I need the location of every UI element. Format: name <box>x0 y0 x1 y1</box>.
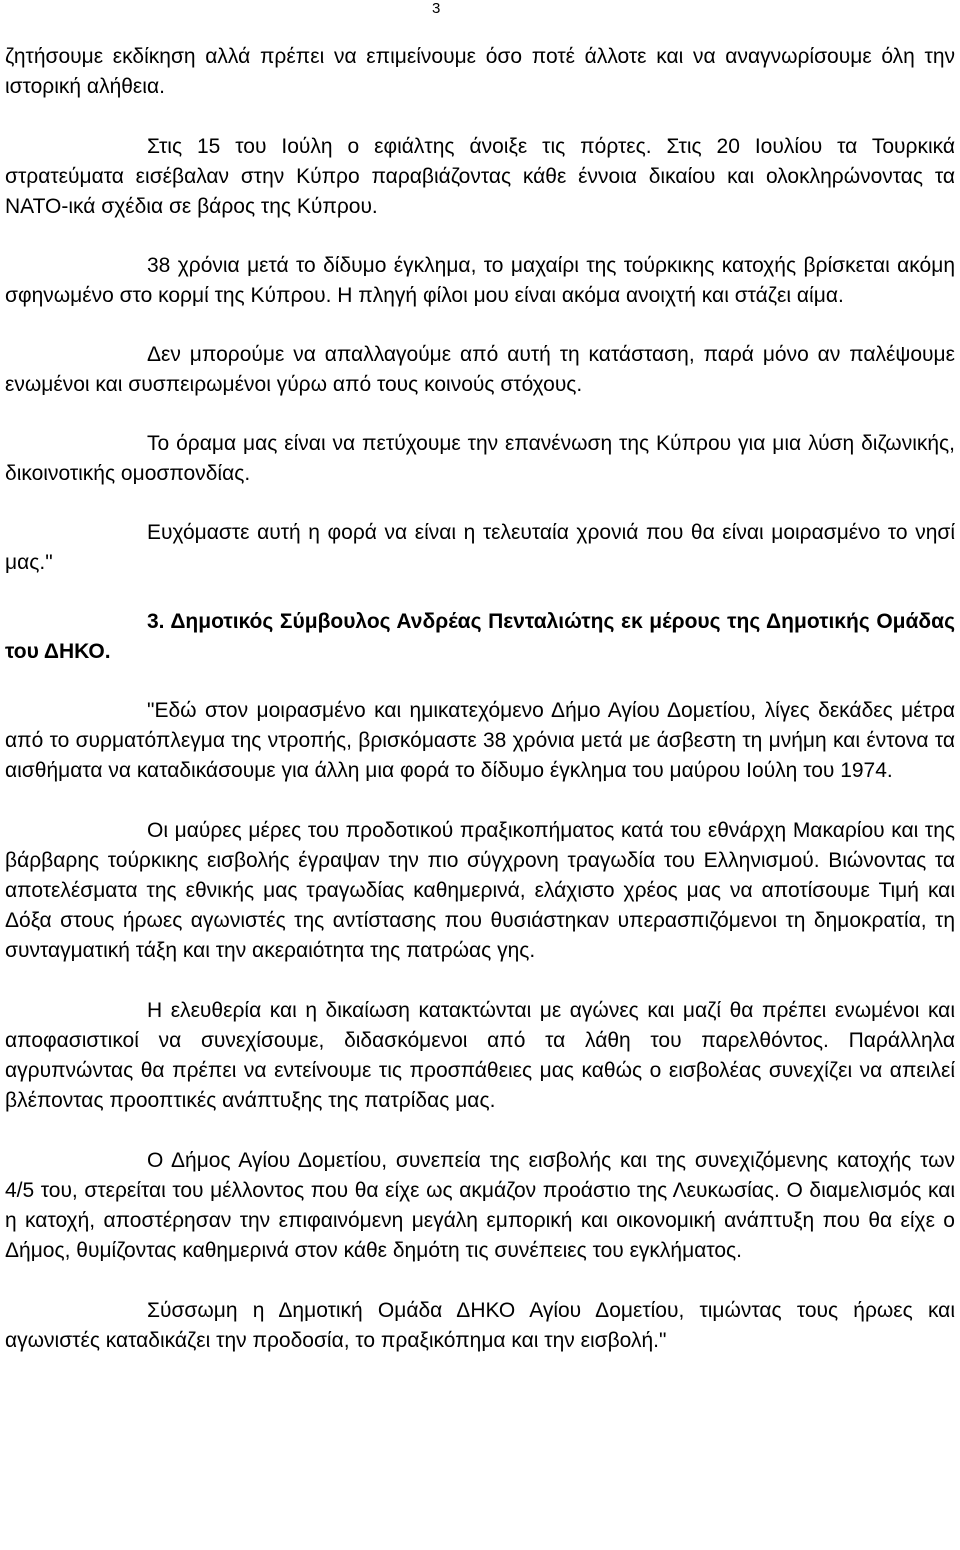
speech-paragraph: Ο Δήμος Αγίου Δομετίου, συνεπεία της εισβολής και της συνεχιζόμενης κατοχής των 4/5 του, στερείται του μέλλοντος που θα είχε ως ακμάζον προάστιο της Λευκωσίας. Ο διαμελισμός και η κατοχή, αποστέρησαν την επιφαινόμενη μεγάλη εμπορική και οικονομική ανάπτυξη που θα είχε ο Δήμος, θυμίζοντας καθημερινά στον κάθε δημότη τις συνέπειες του εγκλήματος. <box>5 1149 955 1262</box>
paragraph-unity: Δεν μπορούμε να απαλλαγούμε από αυτή τη κατάσταση, παρά μόνο αν παλέψουμε ενωμένοι και συσπειρωμένοι γύρω από τους κοινούς στόχους. <box>5 343 955 396</box>
paragraph-invasion: Στις 15 του Ιούλη ο εφιάλτης άνοιξε τις πόρτες. Στις 20 Ιουλίου τα Τουρκικά στρατεύματα εισέβαλαν στην Κύπρο παραβιάζοντας κάθε έννοια δικαίου και ολοκληρώνοντας τα ΝΑΤΟ-ικά σχέδια σε βάρος της Κύπρου. <box>5 135 955 218</box>
paragraph-vision: Το όραμα μας είναι να πετύχουμε την επανένωση της Κύπρου για μια λύση διζωνικής, δικοινοτικής ομοσπονδίας. <box>5 432 955 485</box>
speech-paragraph: Σύσσωμη η Δημοτική Ομάδα ΔΗΚΟ Αγίου Δομετίου, τιμώντας τους ήρωες και αγωνιστές καταδικάζει την προδοσία, το πραξικόπημα και την εισβολή." <box>5 1299 955 1352</box>
speech-paragraph: "Εδώ στον μοιρασμένο και ημικατεχόμενο Δήμο Αγίου Δομετίου, λίγες δεκάδες μέτρα από το συρματόπλεγμα της ντροπής, βρισκόμαστε 38 χρόνια μετά με άσβεστη τη μνήμη και έντονα τα αισθήματα να καταδικάσουμε για άλλη μια φορά το δίδυμο έγκλημα του μαύρου Ιούλη του 1974. <box>5 699 955 782</box>
speech-paragraph: Οι μαύρες μέρες του προδοτικού πραξικοπήματος κατά του εθνάρχη Μακαρίου και της βάρβαρης τούρκικης εισβολής έγραψαν την πιο σύγχρονη τραγωδία του Ελληνισμού. Βιώνοντας τα αποτελέσματα της εθνικής μας τραγωδίας καθημερινά, ελάχιστο χρέος μας να αποτίσουμε Τιμή και Δόξα στους ήρωες αγωνιστές της αντίστασης που θυσιάστηκαν υπερασπιζόμενοι τη δημοκρατία, τη συνταγματική τάξη και την ακεραιότητα της πατρώας γης. <box>5 819 955 962</box>
paragraph-wish: Ευχόμαστε αυτή η φορά να είναι η τελευταία χρονιά που θα είναι μοιρασμένο το νησί μας." <box>5 521 955 574</box>
speech-paragraph: Η ελευθερία και η δικαίωση κατακτώνται με αγώνες και μαζί θα πρέπει ενωμένοι και αποφασιστικοί να συνεχίσουμε, διδασκόμενοι από τα λάθη του παρελθόντος. Παράλληλα αγρυπνώντας θα πρέπει να εντείνουμε τις προσπάθειες μας καθώς ο εισβολέας συνεχίζει να απειλεί βλέποντας προοπτικές ανάπτυξης της πατρίδας μας. <box>5 999 955 1112</box>
paragraph-38-years: 38 χρόνια μετά το δίδυμο έγκλημα, το μαχαίρι της τούρκικης κατοχής βρίσκεται ακόμη σφηνωμένο στο κορμί της Κύπρου. Η πληγή φίλοι μου είναι ακόμα ανοιχτή και στάζει αίμα. <box>5 254 955 307</box>
section-heading: 3. Δημοτικός Σύμβουλος Ανδρέας Πενταλιώτης εκ μέρους της Δημοτικής Ομάδας του ΔΗΚΟ. <box>5 610 955 663</box>
paragraph-continued: ζητήσουμε εκδίκηση αλλά πρέπει να επιμείνουμε όσο ποτέ άλλοτε και να αναγνωρίσουμε όλη την ιστορική αλήθεια. <box>5 45 955 98</box>
page-number: 3 <box>432 0 441 17</box>
document-body <box>5 42 955 1356</box>
